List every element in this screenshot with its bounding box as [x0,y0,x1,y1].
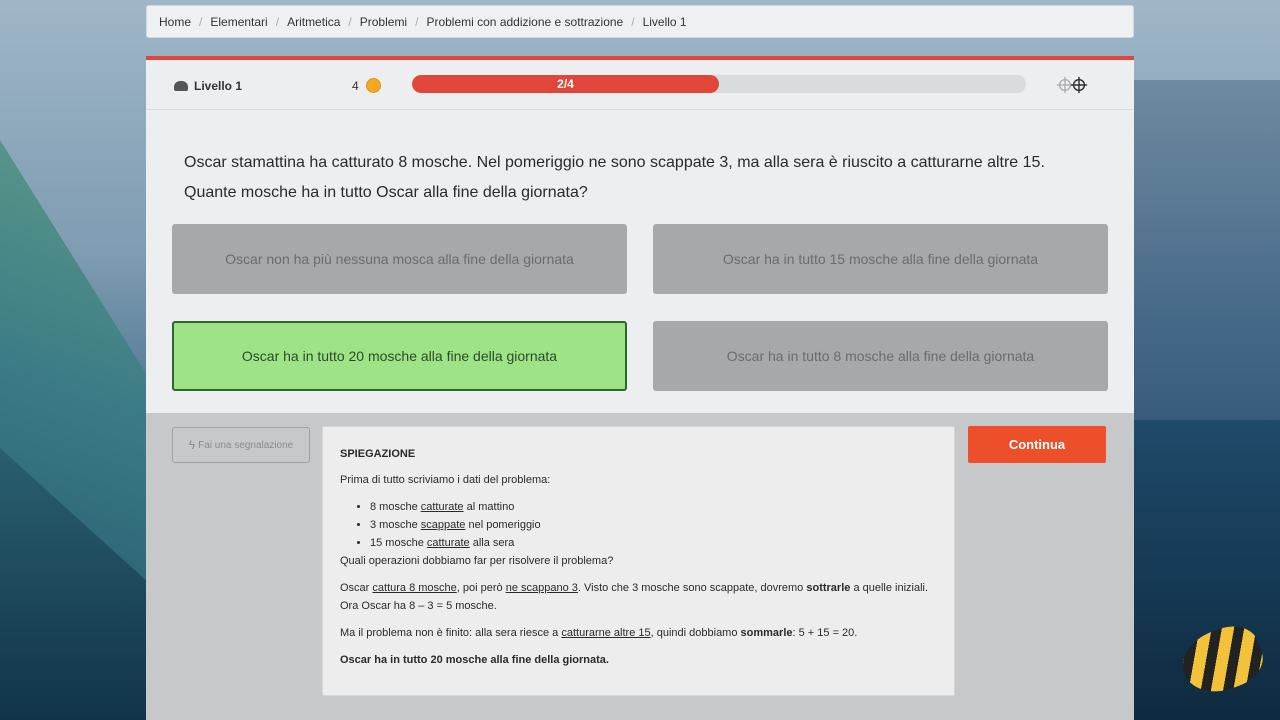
question-line-1: Oscar stamattina ha catturato 8 mosche. Nel pomeriggio ne sono scappate 3, ma alla sera è riuscito a catturarne altre 15. [184,154,1045,171]
lightning-icon: ϟ [188,438,196,452]
coin-icon [366,78,381,93]
question-line-2: Quante mosche ha in tutto Oscar alla fine della giornata? [184,184,588,201]
breadcrumb-problemi[interactable]: Problemi [359,14,408,29]
explanation-intro: Prima di tutto scriviamo i dati del problema: [340,474,551,486]
question-text [184,148,1084,208]
breadcrumb-separator: / [415,14,419,29]
breadcrumb-home[interactable]: Home [159,14,192,29]
breadcrumb-separator: / [275,14,280,29]
list-item: • 15 mosche catturate alla sera [370,534,937,552]
explanation-question: Quali operazioni dobbiamo far per risolvere il problema? [340,555,614,567]
breadcrumb-elementari[interactable]: Elementari [210,14,268,29]
target-button[interactable] [1060,76,1088,94]
feedback-footer [146,413,1134,720]
explanation-paragraph-1: Oscar cattura 8 mosche, poi però ne scappano 3. Visto che 3 mosche sono scappate, dovremo sottrarle a quelle iniziali. Ora Oscar ha 8 – 3 = 5 mosche. [340,582,929,612]
answer-option-1[interactable]: Oscar non ha più nessuna mosca alla fine della giornata [172,224,627,294]
breadcrumb-separator: / [631,14,635,29]
explanation-panel [322,426,955,696]
coin-count: 4 [352,78,359,93]
report-button[interactable] [172,427,310,463]
report-label: Fai una segnalazione [198,439,294,451]
explanation-title: SPIEGAZIONE [340,448,416,460]
explanation-data-list [370,498,937,552]
coin-counter [352,78,381,93]
target-icon [1070,76,1088,94]
breadcrumb-separator: / [199,14,203,29]
breadcrumb-aritmetica[interactable]: Aritmetica [287,14,341,29]
progress-bar [412,75,1026,93]
continue-button[interactable]: Continua [968,426,1106,463]
microphone-icon [174,81,188,91]
answer-option-3[interactable]: Oscar ha in tutto 20 mosche alla fine della giornata [172,321,627,391]
exercise-card [146,56,1134,720]
breadcrumb-livello[interactable]: Livello 1 [642,14,687,29]
answer-option-2[interactable]: Oscar ha in tutto 15 mosche alla fine della giornata [653,224,1108,294]
progress-text: 2/4 [557,77,574,91]
exercise-topbar [146,60,1134,110]
list-item: • 8 mosche catturate al mattino [370,498,937,516]
list-item: • 3 mosche scappate nel pomeriggio [370,516,937,534]
breadcrumb-separator: / [348,14,352,29]
breadcrumb-problemi-addizione[interactable]: Problemi con addizione e sottrazione [426,14,624,29]
explanation-conclusion: Oscar ha in tutto 20 mosche alla fine della giornata. [340,654,609,666]
explanation-paragraph-2: Ma il problema non è finito: alla sera riesce a catturarne altre 15, quindi dobbiamo sommarle: 5 + 15 = 20. [340,627,858,639]
breadcrumb [146,5,1134,38]
level-label: Livello 1 [194,79,243,93]
answer-option-4[interactable]: Oscar ha in tutto 8 mosche alla fine della giornata [653,321,1108,391]
level-indicator [174,79,242,93]
